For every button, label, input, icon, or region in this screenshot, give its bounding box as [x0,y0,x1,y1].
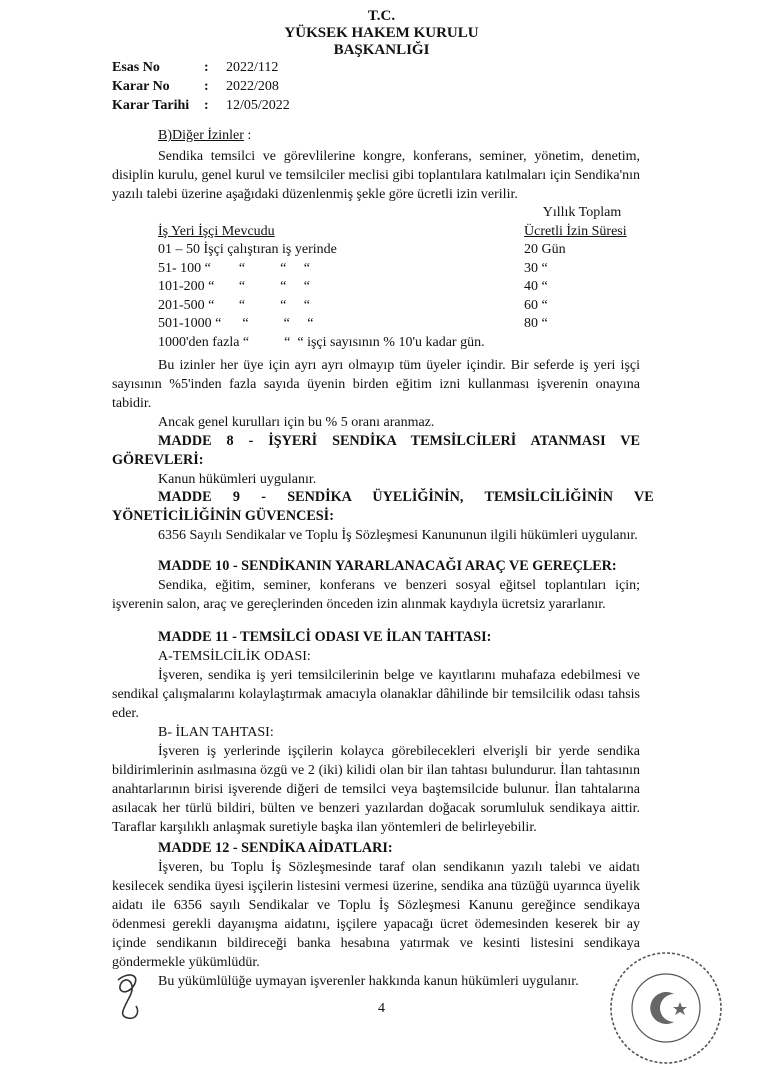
madde-11 [112,628,640,837]
madde-12-heading: MADDE 12 - SENDİKA AİDATLARI: [158,840,393,856]
madde-11-sub-b: B- İLAN TAHTASI: [158,725,274,740]
meta-row-karar: Karar No : 2022/208 [112,79,279,94]
madde-12 [112,839,640,991]
table-row: 01 – 50 İşçi çalıştıran iş yerinde 20 Gün [158,242,566,257]
header-tc: T.C. [367,8,396,24]
madde-10-text: Sendika, eğitim, seminer, konferans ve benzeri sosyal eğitsel toplantıları için; işverenin salon, araç ve gereçlerinden önceden izin alınmak kaydıyla ücretsiz yararlanır. [112,578,640,612]
page-number: 4 [378,1001,385,1016]
madde-11-sub-a: A-TEMSİLCİLİK ODASI: [158,649,311,664]
madde-9-text: 6356 Sayılı Sendikalar ve Toplu İş Sözleşmesi Kanununun ilgili hükümleri uygulanır. [158,528,638,543]
section-heading-diger-izinler: B)Diğer İzinler : [158,128,252,143]
madde-9 [112,488,654,545]
madde-9-heading-cont: YÖNETİCİLİĞİNİN GÜVENCESİ: [112,508,334,524]
table-row: 51- 100 “ “ “ “ 30 “ [158,260,548,276]
meta-key: Karar No [112,79,170,94]
after-table-paragraph: Bu izinler her üye için ayrı ayrı olmayıp tüm üyeler içindir. Bir seferde iş yeri işçi sayısının %5'inden fazla sayıda üyenin birden eğitim izni kullanması işverenin onayına tabidir. Ancak genel kurulları için bu % 5 oranı aranmaz. [112,358,640,430]
madde-8 [112,432,640,489]
header-institution: YÜKSEK HAKEM KURULU [284,25,479,41]
madde-8-text: Kanun hükümleri uygulanır. [158,472,317,487]
madde-10 [112,557,640,614]
madde-12-text-2: Bu yükümlülüğe uymayan işverenler hakkında kanun hükümleri uygulanır. [158,974,579,989]
madde-11-text-a: İşveren, sendika iş yeri temsilcilerinin belge ve kayıtlarını muhafaza edebilmesi ve sendikal çalışmalarını kolaylaştırmak amacıyla olanaklar dâhilinde bir temsilcilik odası tahsis eder. [112,668,640,721]
meta-value: 12/05/2022 [226,98,290,113]
signature-initial [110,966,150,1024]
table-col2-header-2: Ücretli İzin Süresi [524,223,627,239]
meta-key: Karar Tarihi [112,98,190,113]
leave-table [158,204,640,352]
meta-row-tarih: Karar Tarihi : 12/05/2022 [112,98,290,113]
madde-9-heading: MADDE 9 - SENDİKA ÜYELİĞİNİN, TEMSİLCİLİĞİNİN VE [158,489,654,505]
meta-row-esas: Esas No : 2022/112 [112,60,279,75]
case-meta [112,58,290,115]
meta-value: 2022/112 [226,60,279,75]
table-row: 101-200 “ “ “ “ 40 “ [158,279,548,294]
table-col2-header-1: Yıllık Toplam [542,205,622,220]
meta-key: Esas No [112,60,160,75]
table-col1-header: İş Yeri İşçi Mevcudu [158,223,275,239]
table-row: 501-1000 “ “ “ “ 80 “ [158,316,548,331]
madde-10-heading: MADDE 10 - SENDİKANIN YARARLANACAĞI ARAÇ VE GEREÇLER: [158,558,617,574]
madde-8-heading: MADDE 8 - İŞYERİ SENDİKA TEMSİLCİLERİ ATANMASI VE GÖREVLERİ: [112,433,640,468]
diger-izinler-paragraph: Sendika temsilci ve görevlilerine kongre, konferans, seminer, yönetim, denetim, disiplin kurulu, genel kurul ve temsilciler meclisi gibi toplantılara katılmaları için Sendika'nın yazılı talebi üzerine aşağıdaki düzenlenmiş şekle göre ücretli izin verilir. [112,149,640,202]
madde-11-text-b: İşveren iş yerlerinde işçilerin kolayca görebilecekleri elverişli bir yerde sendika bildirimlerinin asılmasına özgü ve 2 (iki) kilidi olan bir ilan tahtası bulundurur. İlan tahtasının anahtarlarının birisi işverende diğeri de temsilci veya baştemsilcide bulunur. İlan tahtalarına asılacak her türlü bildiri, bülten ve benzeri yazılardan doğacak sorumluluk sendikaya aittir. Taraflar karşılıklı anlaşmak suretiyle başka ilan yöntemleri de belirleyebilir. [112,744,640,835]
table-row: 201-500 “ “ “ “ 60 “ [158,297,548,313]
madde-11-heading: MADDE 11 - TEMSİLCİ ODASI VE İLAN TAHTASI: [158,629,492,645]
meta-value: 2022/208 [226,79,279,94]
official-stamp [608,950,724,1066]
madde-12-text: İşveren, bu Toplu İş Sözleşmesinde taraf olan sendikanın yazılı talebi ve aidatı kesilecek sendika üyesi işçilerin listesini vermesi üzerine, sendika ana tüzüğü uyarınca üyelik aidatı ile 6356 sayılı Sendikalar ve Toplu İş Sözleşmesi Kanunu gereğince sendikaya ödenmesi gerekli dayanışma aidatını, işçilere yapacağı ücret ödemesinden keserek bir ay içinde sendikanın bildireceği banka hesabına yatırmak ve kesinti listesini sendikaya göndermekle yükümlüdür. [112,860,640,970]
table-last-row: 1000'den fazla “ “ “ işçi sayısının % 10'u kadar gün. [158,334,485,350]
header-presidency: BAŞKANLIĞI [333,42,430,58]
